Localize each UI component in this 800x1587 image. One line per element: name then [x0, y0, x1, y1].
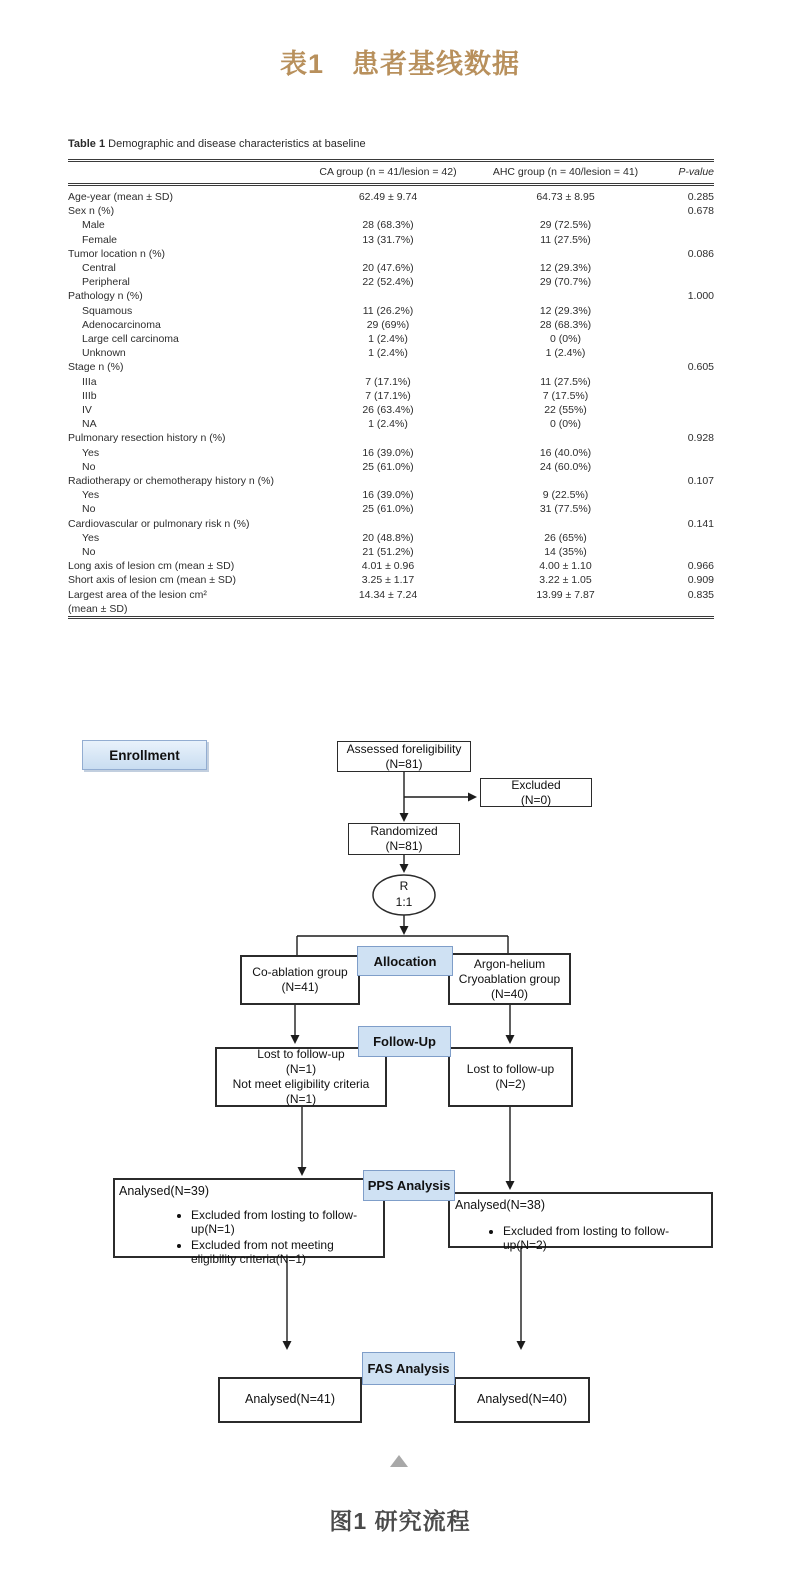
fas-left-box: [218, 1377, 362, 1423]
excluded-box: [480, 778, 592, 807]
fas-right-box: [454, 1377, 590, 1423]
ahc-group-line3: (N=40): [490, 986, 528, 1001]
randomized-line2: (N=81): [385, 839, 423, 853]
table-caption: [68, 138, 714, 150]
table-row: Sex n (%) 0.678: [68, 205, 714, 218]
pps-left-bullet1: • Excluded from losting to follow-up(N=1): [191, 1208, 379, 1236]
co-ablation-group-box: [240, 955, 360, 1005]
pps-left-bullet2: • Excluded from not meeting eligibility criteria(N=1): [191, 1238, 379, 1266]
table-row: Peripheral 22 (52.4%) 29 (70.7%): [82, 276, 592, 289]
table-row: Age-year (mean ± SD) 62.49 ± 9.74 64.73 ± 8.95 0.285: [68, 191, 714, 203]
enrollment-label: Enrollment: [82, 740, 207, 770]
table-row: IV 26 (63.4%) 22 (55%): [82, 404, 587, 417]
allocation-label: Allocation: [357, 946, 453, 976]
table-row: Radiotherapy or chemotherapy history n (%) 0.107: [68, 475, 714, 488]
page-title: 表1 患者基线数据: [279, 49, 521, 79]
figure-caption: 图1 研究流程: [329, 1508, 471, 1534]
pps-left-title: Analysed(N=39): [119, 1184, 209, 1198]
ratio-line1: R: [399, 879, 409, 894]
ahc-group-line1: Argon-helium: [473, 956, 546, 971]
table-row: Male 28 (68.3%) 29 (72.5%): [82, 219, 592, 232]
table-row: IIIb 7 (17.1%) 7 (17.5%): [82, 389, 589, 402]
table-row: Largest area of the lesion cm² (mean ± SD) 14.34 ± 7.24 13.99 ± 7.87 0.835: [68, 588, 714, 615]
table-row: Pathology n (%) 1.000: [68, 290, 714, 303]
pps-left-bullets: [119, 1208, 379, 1269]
fas-right-text: Analysed(N=40): [477, 1392, 567, 1407]
fu-right-line1: Lost to follow-up: [466, 1062, 555, 1076]
pps-right-bullets: [455, 1224, 707, 1254]
excluded-line1: Excluded: [511, 777, 561, 792]
table-row: No 21 (51.2%) 14 (35%): [82, 546, 587, 559]
ahc-group-line2: Cryoablation group: [458, 971, 561, 986]
table-row: NA 1 (2.4%) 0 (0%): [82, 418, 581, 431]
table-row: Female 13 (31.7%) 11 (27.5%): [82, 233, 591, 246]
header-ahc-group: AHC group (n = 40/lesion = 41): [478, 161, 653, 185]
fas-left-text: Analysed(N=41): [245, 1392, 335, 1407]
randomization-ratio: [373, 875, 435, 915]
ca-group-line2: (N=41): [281, 980, 319, 994]
pps-analysis-label: PPS Analysis: [363, 1170, 455, 1201]
fu-left-line1: Lost to follow-up: [257, 1047, 345, 1061]
table-header-row: [68, 161, 714, 185]
header-empty: [68, 161, 298, 185]
lost-followup-right-box: [448, 1047, 573, 1107]
table-row: Short axis of lesion cm (mean ± SD) 3.25 ± 1.17 3.22 ± 1.05 0.909: [68, 574, 714, 587]
pps-right-bullet1: • Excluded from losting to follow-up(N=2): [503, 1224, 707, 1252]
table-row: Long axis of lesion cm (mean ± SD) 4.01 ± 0.96 4.00 ± 1.10 0.966: [68, 560, 714, 573]
assessed-line1: Assessed foreligibility: [346, 741, 462, 756]
table-row: Cardiovascular or pulmonary risk n (%) 0.141: [68, 517, 714, 530]
table-row: Squamous 11 (26.2%) 12 (29.3%): [82, 304, 592, 317]
ahc-group-box: [448, 953, 571, 1005]
table-row: Central 20 (47.6%) 12 (29.3%): [82, 262, 592, 275]
table-row: Stage n (%) 0.605: [68, 361, 714, 374]
table-caption-prefix: Table 1: [68, 138, 106, 150]
header-p-value: P-value: [653, 161, 714, 185]
table-row: IIIa 7 (17.1%) 11 (27.5%): [82, 375, 591, 388]
assessed-line2: (N=81): [385, 756, 423, 771]
table-row: Unknown 1 (2.4%) 1 (2.4%): [82, 347, 586, 360]
fas-analysis-label: FAS Analysis: [362, 1352, 455, 1385]
fu-left-line4: (N=1): [285, 1092, 317, 1106]
ca-group-line1: Co-ablation group: [252, 965, 348, 979]
table-row: No 25 (61.0%) 31 (77.5%): [82, 503, 592, 516]
fu-right-line2: (N=2): [495, 1077, 526, 1091]
table-row: Tumor location n (%) 0.086: [68, 247, 714, 260]
pps-right-box: [448, 1192, 713, 1252]
study-flowchart: [0, 725, 800, 1470]
baseline-table-section: [68, 138, 714, 619]
table-row: Pulmonary resection history n (%) 0.928: [68, 432, 714, 445]
fu-left-line3: Not meet eligibility criteria: [232, 1077, 370, 1091]
table-row: Large cell carcinoma 1 (2.4%) 0 (0%): [82, 333, 581, 346]
table-row: Adenocarcinoma 29 (69%) 28 (68.3%): [82, 318, 592, 331]
ratio-line2: 1:1: [395, 895, 413, 909]
randomized-box: [348, 823, 460, 855]
header-ca-group: CA group (n = 41/lesion = 42): [298, 161, 478, 185]
fu-left-line2: (N=1): [285, 1062, 317, 1076]
table-row: Yes 16 (39.0%) 16 (40.0%): [82, 446, 592, 459]
table-row: No 25 (61.0%) 24 (60.0%): [82, 460, 592, 473]
baseline-table: [68, 159, 714, 619]
table-body: [68, 185, 714, 618]
assessed-eligibility-box: [337, 741, 471, 772]
excluded-line2: (N=0): [520, 792, 552, 807]
table-caption-text: Demographic and disease characteristics at baseline: [105, 138, 366, 150]
pps-left-box: [113, 1178, 385, 1267]
table-row: Yes 20 (48.8%) 26 (65%): [82, 531, 587, 544]
randomized-line1: Randomized: [370, 824, 438, 838]
followup-label: Follow-Up: [358, 1026, 451, 1057]
table-row: Yes 16 (39.0%) 9 (22.5%): [82, 489, 589, 502]
pps-right-title: Analysed(N=38): [455, 1198, 545, 1212]
